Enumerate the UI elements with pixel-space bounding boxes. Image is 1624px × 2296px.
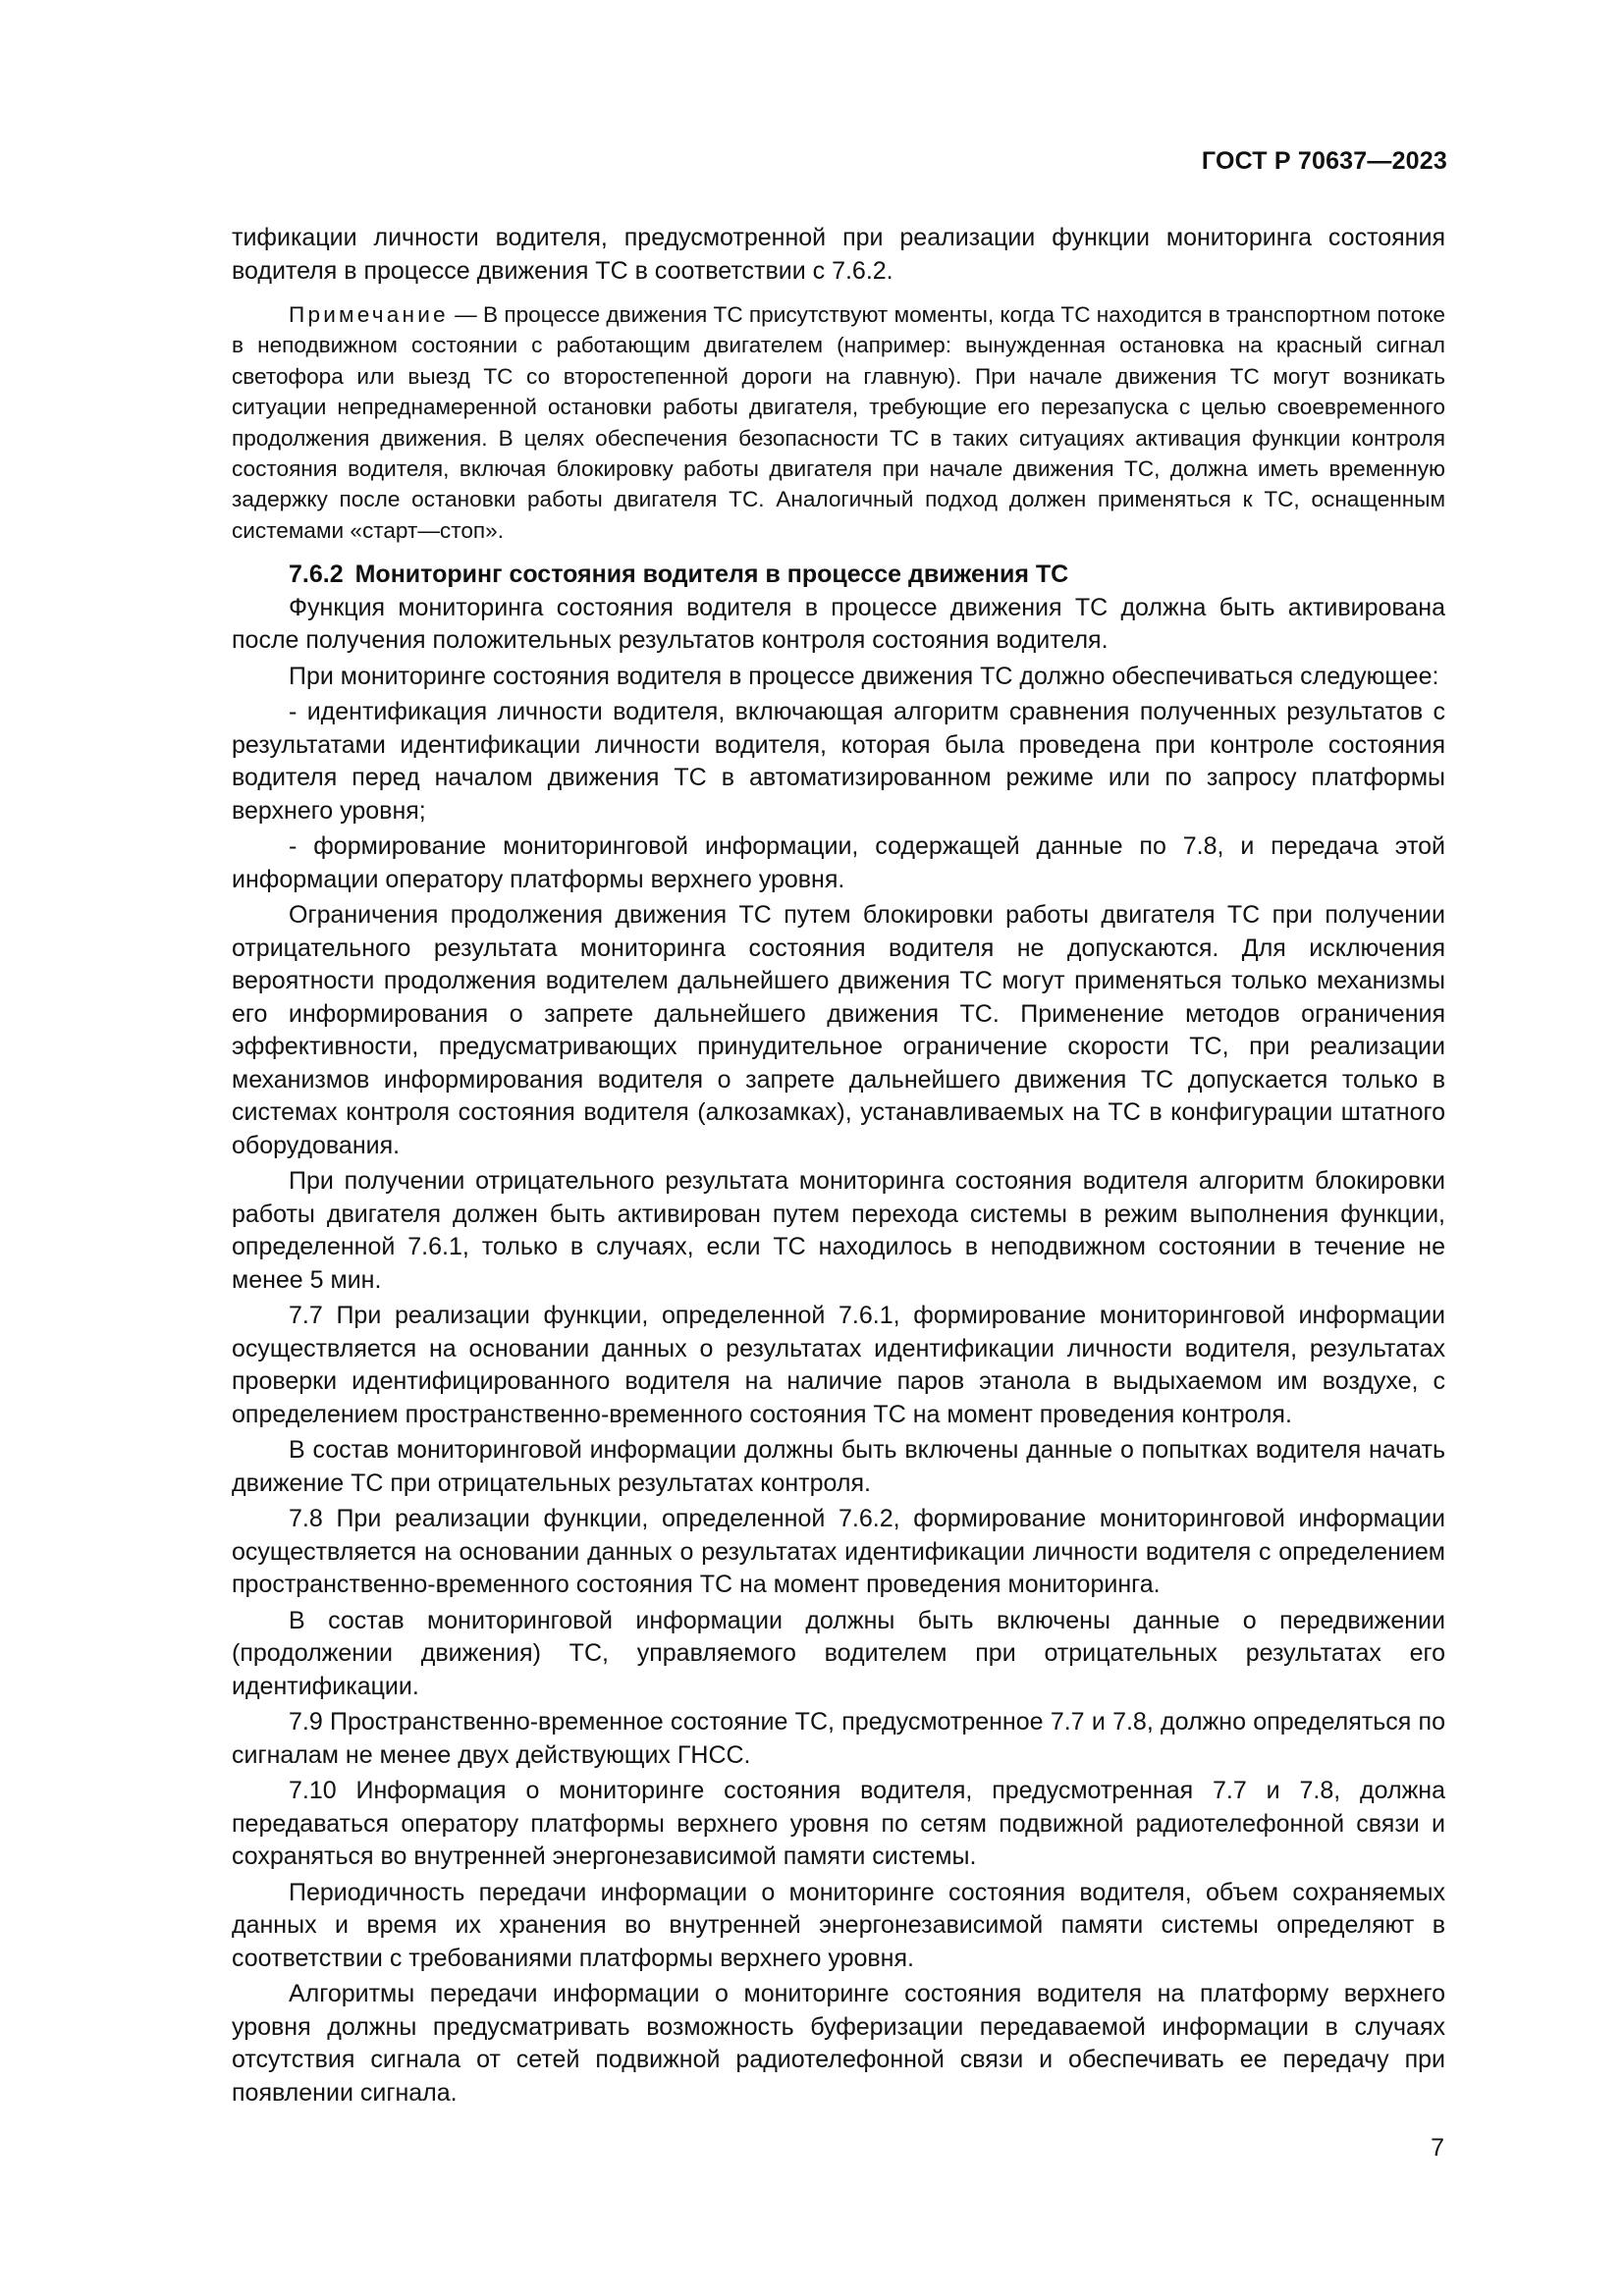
document-header: ГОСТ Р 70637—2023 bbox=[1201, 147, 1447, 175]
note-label: Примечание bbox=[289, 302, 449, 327]
paragraph: Ограничения продолжения движения ТС путем блокировки работы двигателя ТС при получении отрицательного результата мониторинга состояния водителя не допускаются. Для исключения вероятности продолжения водителем дальнейшего движения ТС могут применяться только механизмы его информирования о запрете дальнейшего движения ТС. Применение методов ограничения эффективности, предусматривающих принудительное ограничение скорости ТС, при реализации механизмов информирования водителя о запрете дальнейшего движения ТС допускается только в системах контроля состояния водителя (алкозамках), устанавливаемых на ТС в конфигурации штатного оборудования. bbox=[232, 901, 1445, 1159]
paragraph: В состав мониторинговой информации должны быть включены данные о передвижении (продолжении движения) ТС, управляемого водителем при отрицательных результатах его идентификации. bbox=[232, 1606, 1445, 1700]
clause-7-9: 7.9 Пространственно-временное состояние ТС, предусмотренное 7.7 и 7.8, должно определяться по сигналам не менее двух действующих ГНСС. bbox=[232, 1708, 1445, 1769]
paragraph: При мониторинге состояния водителя в процессе движения ТС должно обеспечиваться следующее: bbox=[289, 662, 1439, 690]
document-body bbox=[232, 222, 1445, 2109]
clause-7-7: 7.7 При реализации функции, определенной 7.6.1, формирование мониторинговой информации осуществляется на основании данных о результатах идентификации личности водителя, результатах проверки идентифицированного водителя на наличие паров этанола в выдыхаемом им воздухе, с определением пространственно-временного состояния ТС на момент проведения контроля. bbox=[232, 1302, 1445, 1428]
section-title: Мониторинг состояния водителя в процессе движения ТС bbox=[354, 561, 1069, 589]
note-text: — В процессе движения ТС присутствуют моменты, когда ТС находится в транспортном потоке в неподвижном состоянии с работающим двигателем (например: вынужденная остановка на красный сигнал светофора или выезд ТС со второстепенной дороги на главную). При начале движения ТС могут возникать ситуации непреднамеренной остановки работы двигателя, требующие его перезапуска с целью своевременного продолжения движения. В целях обеспечения безопасности ТС в таких ситуациях активация функции контроля состояния водителя, включая блокировку работы двигателя при начале движения ТС, должна иметь временную задержку после остановки работы двигателя ТС. Аналогичный подход должен применяться к ТС, оснащенным системами «старт—стоп». bbox=[232, 302, 1445, 543]
list-item: - идентификация личности водителя, включающая алгоритм сравнения полученных результатов с результатами идентификации личности водителя, которая была проведена при контроле состояния водителя перед началом движения ТС в автоматизированном режиме или по запросу платформы верхнего уровня; bbox=[232, 698, 1445, 825]
paragraph: Функция мониторинга состояния водителя в процессе движения ТС должна быть активирована после получения положительных результатов контроля состояния водителя. bbox=[232, 593, 1445, 655]
section-heading-7-6-2 bbox=[232, 559, 1445, 592]
paragraph: В состав мониторинговой информации должны быть включены данные о попытках водителя начать движение ТС при отрицательных результатах контроля. bbox=[232, 1436, 1445, 1497]
clause-7-8: 7.8 При реализации функции, определенной 7.6.2, формирование мониторинговой информации осуществляется на основании данных о результатах идентификации личности водителя с определением пространственно-временного состояния ТС на момент проведения мониторинга. bbox=[232, 1505, 1445, 1599]
paragraph: Периодичность передачи информации о мониторинге состояния водителя, объем сохраняемых данных и время их хранения во внутренней энергонезависимой памяти системы определяют в соответствии с требованиями платформы верхнего уровня. bbox=[232, 1878, 1445, 1972]
page-number: 7 bbox=[1431, 2134, 1444, 2162]
section-number: 7.6.2 bbox=[289, 561, 344, 589]
note-paragraph bbox=[232, 299, 1445, 546]
clause-7-10: 7.10 Информация о мониторинге состояния водителя, предусмотренная 7.7 и 7.8, должна передаваться оператору платформы верхнего уровня по сетям подвижной радиотелефонной связи и сохраняться во внутренней энергонезависимой памяти системы. bbox=[232, 1777, 1445, 1871]
paragraph: При получении отрицательного результата мониторинга состояния водителя алгоритм блокировки работы двигателя должен быть активирован путем перехода системы в режим выполнения функции, определенной 7.6.1, только в случаях, если ТС находилось в неподвижном состоянии в течение не менее 5 мин. bbox=[232, 1167, 1445, 1294]
list-item: - формирование мониторинговой информации, содержащей данные по 7.8, и передача этой информации оператору платформы верхнего уровня. bbox=[232, 832, 1445, 893]
paragraph: Алгоритмы передачи информации о мониторинге состояния водителя на платформу верхнего уровня должны предусматривать возможность буферизации передаваемой информации в случаях отсутствия сигнала от сетей подвижной радиотелефонной связи и обеспечивать ее передачу при появлении сигнала. bbox=[232, 1980, 1445, 2107]
paragraph-intro: тификации личности водителя, предусмотренной при реализации функции мониторинга состояния водителя в процессе движения ТС в соответствии с 7.6.2. bbox=[232, 224, 1445, 285]
